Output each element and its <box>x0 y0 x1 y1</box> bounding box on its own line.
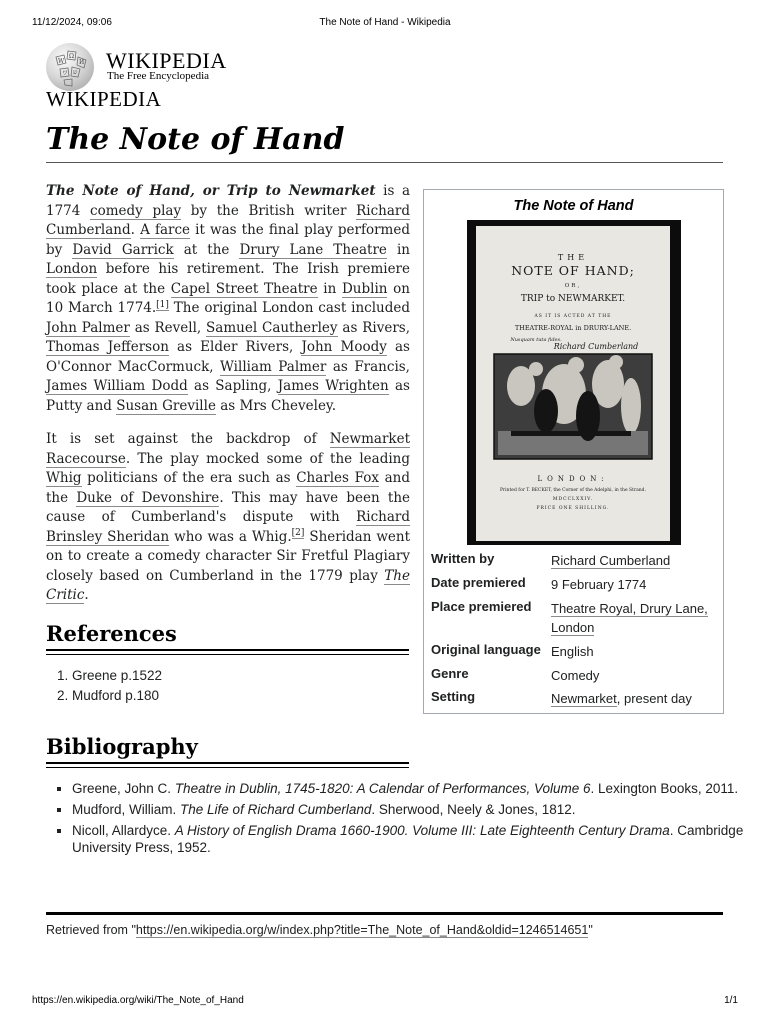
link-richard-brinsley-sheridan[interactable]: Richard Brinsley Sheridan <box>46 509 410 545</box>
image-text-year: MDCCLXXIV. <box>552 497 594 502</box>
link-william-palmer[interactable]: William Palmer <box>220 358 327 375</box>
text-span: and the <box>46 470 410 506</box>
retrieved-quote: " <box>588 923 593 937</box>
image-text-printed: Printed for T. BECKET, the Corner of the Adelphi, in the Strand. <box>499 488 647 493</box>
bibliography-divider <box>46 762 409 764</box>
retrieved-label: Retrieved from " <box>46 923 136 937</box>
infobox-label: Setting <box>431 689 476 704</box>
svg-text:И: И <box>79 59 85 66</box>
infobox-label: Place premiered <box>431 599 532 614</box>
link-farce[interactable]: A farce <box>140 222 190 238</box>
text-span: . <box>130 222 141 238</box>
bibliography-heading: Bibliography <box>46 734 198 759</box>
references-divider <box>46 649 409 651</box>
wikipedia-tagline: The Free Encyclopedia <box>107 70 210 82</box>
link-comedy-play[interactable]: comedy play <box>90 202 182 219</box>
svg-text:ש: ש <box>73 69 78 76</box>
article-body <box>46 182 410 620</box>
link-richard-cumberland[interactable]: Richard Cumberland <box>46 202 410 238</box>
title-page-image[interactable] <box>467 220 681 545</box>
image-text-signature: Richard Cumberland <box>553 342 639 351</box>
title-divider <box>46 162 723 163</box>
link-samuel-cautherley[interactable]: Samuel Cautherley <box>206 319 338 336</box>
print-page-title: The Note of Hand - Wikipedia <box>319 17 451 28</box>
image-text-the: THE <box>557 253 589 262</box>
title-page <box>476 226 670 541</box>
link-newmarket-racecourse[interactable]: Newmarket Racecourse <box>46 431 410 467</box>
infobox-value: 9 February 1774 <box>551 577 647 592</box>
infobox-value: English <box>551 644 594 659</box>
bibliography-item <box>72 780 752 797</box>
image-text-trip: TRIP to NEWMARKET. <box>520 294 626 304</box>
print-url: https://en.wikipedia.org/wiki/The_Note_of_Hand <box>32 995 244 1006</box>
bib-title: Theatre in Dublin, 1745-1820: A Calendar of Performances, Volume 6 <box>174 781 591 796</box>
wikipedia-wordmark: WIKIPEDIA <box>106 48 227 73</box>
link-thomas-jefferson[interactable]: Thomas Jefferson <box>46 339 169 355</box>
bibliography-divider-second <box>46 767 409 768</box>
bib-title: The Life of Richard Cumberland <box>180 802 372 817</box>
text-span: as Francis, <box>326 358 410 375</box>
references-divider-second <box>46 654 409 655</box>
image-text-motto: Nusquam tuta fides. <box>510 337 562 343</box>
text-span: . <box>84 587 89 603</box>
text-span: is a 1774 <box>46 183 410 219</box>
link-john-moody[interactable]: John Moody <box>301 339 387 355</box>
bibliography-item <box>72 801 752 818</box>
link-james-wrighten[interactable]: James Wrighten <box>277 378 389 394</box>
print-datetime: 11/12/2024, 09:06 <box>32 17 112 28</box>
text-span: It is set against the backdrop of <box>46 431 330 447</box>
text-span: at the <box>173 241 240 258</box>
text-span: on 10 March 1774. <box>46 280 410 316</box>
text-span: politicians of the era such as <box>81 470 297 486</box>
infobox-link-richard-cumberland[interactable]: Richard Cumberland <box>551 553 671 568</box>
image-text-acted: AS IT IS ACTED AT THE <box>534 314 612 319</box>
infobox-link-theatre-royal[interactable]: Theatre Royal, Drury Lane, London <box>551 601 708 635</box>
footer-divider <box>46 912 723 915</box>
link-duke-of-devonshire[interactable]: Duke of Devonshire <box>76 489 220 506</box>
text-span: it was the final play performed by <box>46 222 410 258</box>
text-span: as Mrs Cheveley. <box>215 397 337 414</box>
infobox-label: Written by <box>431 551 495 566</box>
infobox-caption: The Note of Hand <box>513 198 634 214</box>
text-span: before his retirement. The Irish premiere took place at the <box>46 261 410 297</box>
citation-1[interactable]: [1] <box>156 299 169 310</box>
text-span: as Elder Rivers, <box>168 339 302 355</box>
infobox-value: Comedy <box>551 668 600 683</box>
infobox-link-newmarket[interactable]: Newmarket <box>551 691 617 706</box>
text-span: as Rivers, <box>337 319 410 336</box>
link-the-critic[interactable]: The Critic <box>46 567 410 603</box>
svg-text:ワ: ワ <box>62 70 69 77</box>
text-span: . This may have been the cause of Cumberland's dispute with <box>46 489 411 525</box>
bib-title: A History of English Drama 1660-1900. Volume III: Late Eighteenth Century Drama <box>174 823 670 838</box>
reference-item: 2. Mudford p.180 <box>72 686 162 706</box>
image-text-or: OR, <box>564 283 582 289</box>
text-span: as Sapling, <box>187 378 278 394</box>
text-span: by the British writer <box>181 202 357 219</box>
link-drury-lane-theatre[interactable]: Drury Lane Theatre <box>239 241 387 258</box>
text-span: in <box>386 241 410 258</box>
text-span: who was a Whig. <box>169 528 292 545</box>
bib-author: Greene, John C. <box>72 781 175 796</box>
retrieved-url-link[interactable]: https://en.wikipedia.org/w/index.php?title=The_Note_of_Hand&oldid=1246514651 <box>135 923 589 937</box>
svg-text:Ω: Ω <box>69 53 74 60</box>
infobox-label: Date premiered <box>431 575 526 590</box>
text-span: The original London cast included <box>168 300 410 316</box>
link-charles-fox[interactable]: Charles Fox <box>296 470 379 486</box>
image-text-price: PRICE ONE SHILLING. <box>536 506 610 511</box>
references-list <box>46 666 162 706</box>
lead-bold-title: The Note of Hand, or Trip to Newmarket <box>46 183 376 199</box>
bib-author: Nicoll, Allardyce. <box>72 823 175 838</box>
citation-2[interactable]: [2] <box>291 528 305 538</box>
link-london[interactable]: London <box>46 261 98 277</box>
svg-text:W: W <box>58 58 65 65</box>
bib-publisher: . Lexington Books, 2011. <box>590 781 739 796</box>
text-span: . The play mocked some of the leading <box>125 450 410 467</box>
link-david-garrick[interactable]: David Garrick <box>72 241 174 258</box>
text-span: Sheridan went on to create a comedy character Sir Fretful Plagiary closely based on Cumberland in the 1779 play <box>46 528 410 584</box>
references-heading: References <box>46 621 177 646</box>
image-text-note: NOTE OF HAND; <box>511 263 635 278</box>
paragraph-intro <box>46 182 410 416</box>
infobox-label: Genre <box>431 666 469 681</box>
infobox-label: Original language <box>431 642 541 657</box>
retrieved-from <box>46 923 593 937</box>
text-span: in <box>317 280 342 297</box>
link-capel-street-theatre[interactable]: Capel Street Theatre <box>170 280 318 297</box>
infobox-value: , present day <box>616 691 692 706</box>
wikipedia-wordmark-secondary: WIKIPEDIA <box>46 87 162 111</box>
bibliography-item <box>72 822 752 856</box>
link-whig[interactable]: Whig <box>46 470 82 486</box>
text-span: as Revell, <box>129 319 207 336</box>
link-dublin[interactable]: Dublin <box>341 280 388 297</box>
text-span: as Putty and <box>46 378 410 414</box>
bib-publisher: . Sherwood, Neely & Jones, 1812. <box>371 802 576 817</box>
infobox <box>423 189 724 714</box>
wikipedia-globe-icon <box>46 43 94 91</box>
link-james-william-dodd[interactable]: James William Dodd <box>46 378 188 394</box>
bib-publisher: . Cambridge University Press, 1952. <box>72 823 744 855</box>
image-text-theatre: THEATRE-ROYAL in DRURY-LANE. <box>514 324 632 332</box>
reference-item: 1. Greene p.1522 <box>72 666 162 686</box>
paragraph-setting <box>46 430 410 606</box>
page-title: The Note of Hand <box>46 122 345 157</box>
bibliography-list <box>46 780 752 860</box>
print-page-number: 1/1 <box>724 995 738 1006</box>
image-text-london: LONDON: <box>537 475 609 483</box>
text-span: as O'Connor MacCormuck, <box>46 339 410 375</box>
link-john-palmer[interactable]: John Palmer <box>46 319 130 336</box>
bib-author: Mudford, William. <box>72 802 181 817</box>
link-susan-greville[interactable]: Susan Greville <box>116 397 216 414</box>
